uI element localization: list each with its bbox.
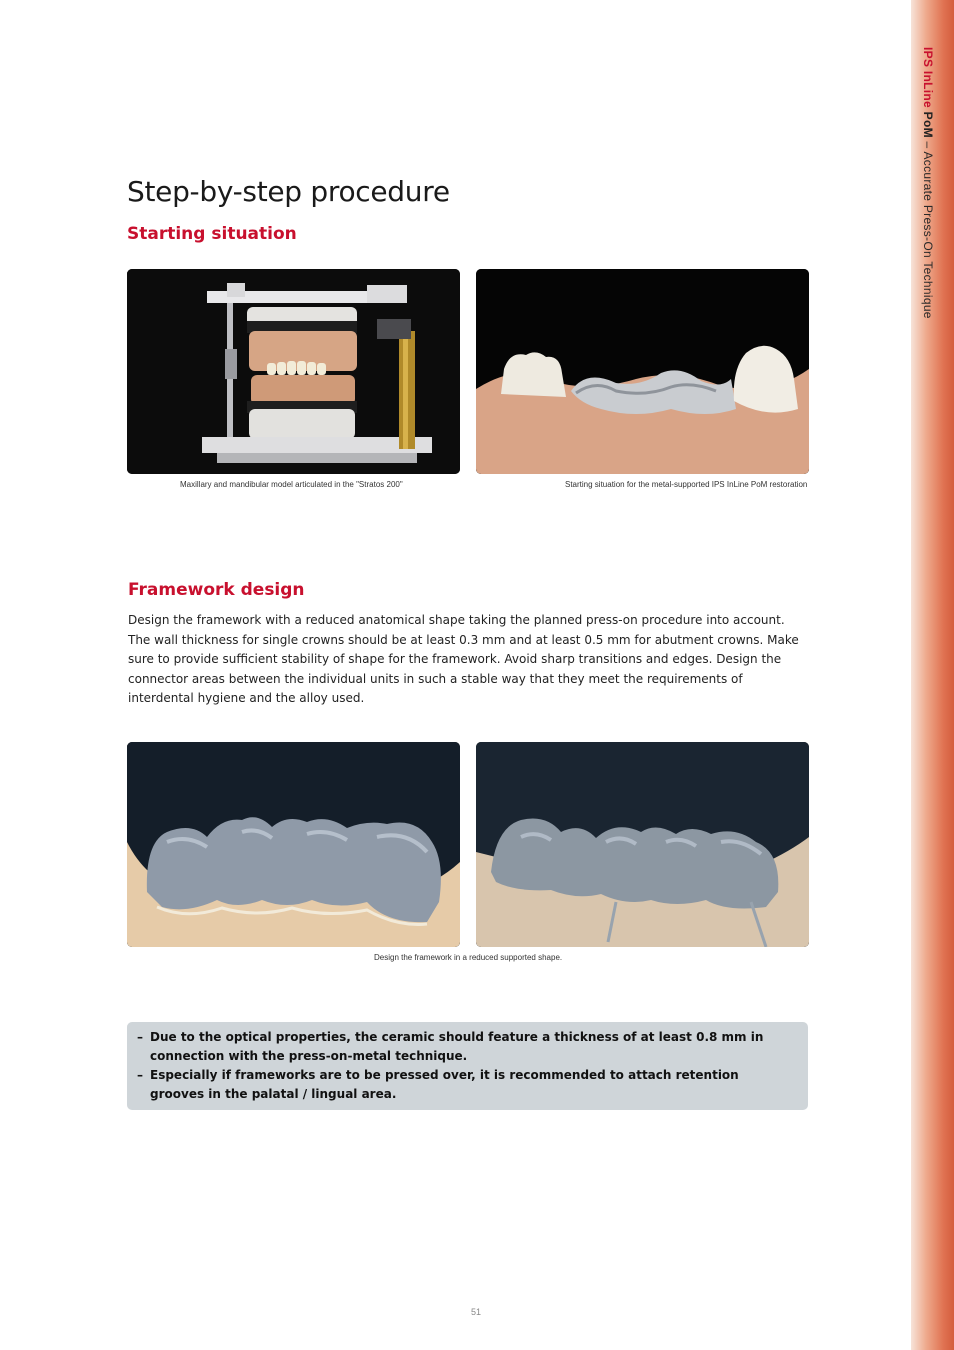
photo-articulator bbox=[127, 269, 460, 474]
framework-design-text: Design the framework with a reduced anatomical shape taking the planned press-on procedure into account. The wall thickness for single crowns should be at least 0.3 mm and at least 0.5 mm for abutment crowns. Make sure to provide sufficient stability of shape for the framework. Avoid sharp transitions and edges. Design the connector areas between the individual units in such a stable way that they meet the requirements of interdental hygiene and the alloy used. bbox=[128, 613, 799, 705]
note-text: Due to the optical properties, the ceramic should feature a thickness of at least 0.8 mm in connection with the press-on-metal technique. bbox=[150, 1030, 764, 1063]
note-text: Especially if frameworks are to be pressed over, it is recommended to attach retention grooves in the palatal / lingual area. bbox=[150, 1068, 739, 1101]
photo-framework-wax-right bbox=[476, 742, 809, 947]
photo-framework-wax-left bbox=[127, 742, 460, 947]
important-notes-box bbox=[127, 1022, 808, 1110]
section-heading-starting-situation: Starting situation bbox=[127, 224, 297, 244]
caption-framework-design: Design the framework in a reduced supported shape. bbox=[374, 953, 563, 962]
side-subtitle: – Accurate Press-On Technique bbox=[921, 137, 935, 319]
note-dash: – bbox=[137, 1068, 143, 1082]
note-item bbox=[137, 1028, 794, 1066]
caption-starting-situation: Starting situation for the metal-supported IPS InLine PoM restoration bbox=[565, 480, 808, 489]
note-item bbox=[137, 1066, 794, 1104]
side-product: PoM bbox=[921, 108, 935, 138]
side-running-title bbox=[921, 47, 935, 319]
section-heading-framework-design: Framework design bbox=[128, 580, 305, 600]
page-number: 51 bbox=[470, 1307, 481, 1317]
caption-articulator: Maxillary and mandibular model articulated in the "Stratos 200" bbox=[180, 480, 403, 489]
side-brand: IPS InLine bbox=[921, 47, 935, 109]
page-title: Step-by-step procedure bbox=[127, 175, 450, 208]
photo-starting-situation bbox=[476, 269, 809, 474]
note-dash: – bbox=[137, 1030, 143, 1044]
